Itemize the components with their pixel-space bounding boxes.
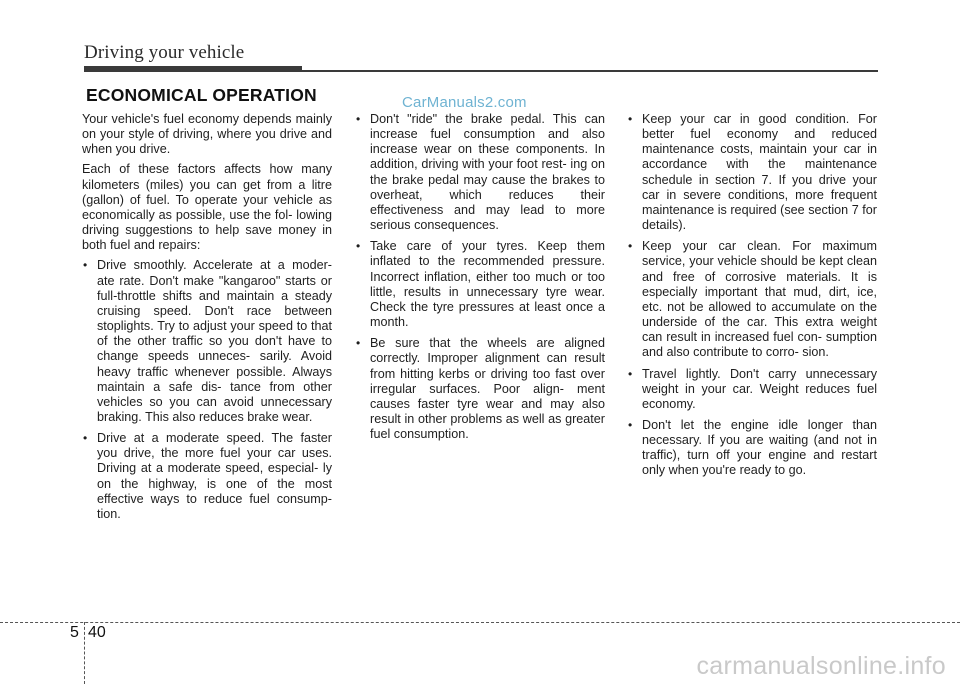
- tips-list: [627, 112, 877, 479]
- chapter-number: 5: [70, 624, 79, 641]
- footer-divider: [0, 622, 960, 623]
- column-3: [627, 112, 877, 485]
- list-item: • Don't "ride" the brake pedal. This can increase fuel consumption and also increase wear on these components. In addition, driving with your foot rest- ing on the brake pedal may cause the brakes to overheat, which reduces their effectiveness and may lead to more serious consequences.: [355, 112, 605, 233]
- watermark-top: CarManuals2.com: [402, 94, 527, 111]
- list-item: • Drive at a moderate speed. The faster you drive, the more fuel your car uses. Driving at a moderate speed, especial- ly on the highway, is one of the most effective ways to reduce fuel consump- tion.: [82, 431, 332, 522]
- list-item: • Take care of your tyres. Keep them inflated to the recommended pressure. Incorrect inflation, either too much or too little, results in unnecessary tyre wear. Check the tyre pressures at least once a month.: [355, 239, 605, 330]
- tips-list: [355, 112, 605, 442]
- list-item: • Keep your car clean. For maximum service, your vehicle should be kept clean and free of corrosive materials. It is especially important that mud, dirt, ice, etc. not be allowed to accumulate on the underside of the car. This extra weight can result in increased fuel con- sumption and also contribute to corro- sion.: [627, 239, 877, 360]
- list-item: • Keep your car in good condition. For better fuel economy and reduced maintenance costs, maintain your car in accordance with the maintenance schedule in section 7. If you drive your car in severe conditions, more frequent maintenance is required (see section 7 for details).: [627, 112, 877, 233]
- page-header-title: Driving your vehicle: [84, 42, 245, 63]
- footer-vertical-divider: [84, 622, 85, 684]
- list-item: • Don't let the engine idle longer than necessary. If you are waiting (and not in traffic), turn off your engine and restart only when you're ready to go.: [627, 418, 877, 479]
- column-2: [355, 112, 605, 448]
- list-item: • Drive smoothly. Accelerate at a moder- ate rate. Don't make "kangaroo" starts or full-throttle shifts and maintain a steady cruising speed. Don't race between stoplights. Try to adjust your speed to that of the other traffic so you don't have to change speeds unneces- sarily. Avoid heavy traffic whenever possible. Always maintain a safe dis- tance from other vehicles so you can avoid unnecessary braking. This also reduces brake wear.: [82, 258, 332, 425]
- section-title: ECONOMICAL OPERATION: [86, 85, 317, 105]
- page-number: 40: [88, 624, 106, 641]
- list-item: • Be sure that the wheels are aligned correctly. Improper alignment can result from hitting kerbs or driving too fast over irregular surfaces. Poor align- ment causes faster tyre wear and may also result in other problems as well as greater fuel consumption.: [355, 336, 605, 442]
- tips-list: [82, 258, 332, 522]
- watermark-bottom: carmanualsonline.info: [696, 652, 946, 680]
- list-item: • Travel lightly. Don't carry unnecessary weight in your car. Weight reduces fuel economy.: [627, 367, 877, 412]
- header-rule: [84, 70, 878, 72]
- intro-paragraph: Each of these factors affects how many kilometers (miles) you can get from a litre (gallon) of fuel. To operate your vehicle as economically as possible, use the fol- lowing driving suggestions to help save money in both fuel and repairs:: [82, 162, 332, 253]
- intro-paragraph: Your vehicle's fuel economy depends mainly on your style of driving, where you drive and when you drive.: [82, 112, 332, 157]
- column-1: [82, 112, 332, 528]
